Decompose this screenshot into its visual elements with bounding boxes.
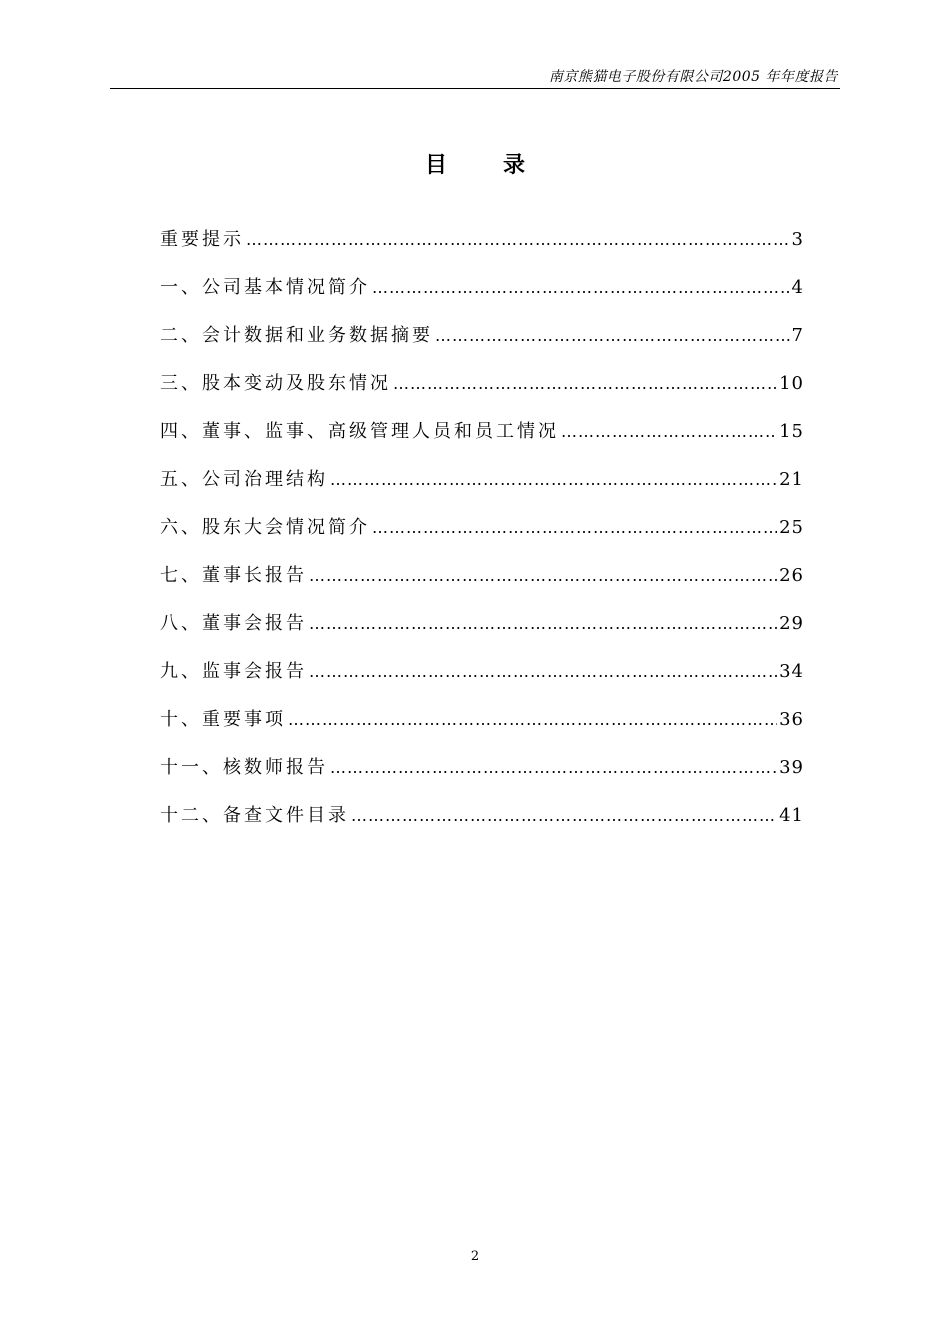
toc-entry-page: 25 bbox=[779, 517, 804, 538]
toc-entry-label: 八、董事会报告 bbox=[160, 613, 307, 634]
toc-entry-label: 六、股东大会情况简介 bbox=[160, 517, 370, 538]
toc-leader-dots bbox=[330, 758, 777, 777]
toc-entry-chairman-report[interactable] bbox=[160, 561, 804, 609]
toc-entry-page: 21 bbox=[779, 469, 804, 490]
toc-entry-directors-staff[interactable] bbox=[160, 417, 804, 465]
toc-entry-board-report[interactable] bbox=[160, 609, 804, 657]
toc-leader-dots bbox=[309, 566, 777, 585]
toc-leader-dots bbox=[309, 662, 777, 681]
toc-entry-page: 4 bbox=[791, 277, 804, 298]
toc-entry-page: 3 bbox=[791, 229, 804, 250]
toc-entry-documents-list[interactable] bbox=[160, 801, 804, 849]
toc-entry-label: 三、股本变动及股东情况 bbox=[160, 373, 391, 394]
toc-entry-page: 15 bbox=[779, 421, 804, 442]
toc-entry-label: 重要提示 bbox=[160, 229, 244, 250]
toc-leader-dots bbox=[246, 230, 790, 249]
toc-entry-label: 二、会计数据和业务数据摘要 bbox=[160, 325, 433, 346]
toc-entry-significant-events[interactable] bbox=[160, 705, 804, 753]
toc-entry-label: 四、董事、监事、高级管理人员和员工情况 bbox=[160, 421, 559, 442]
toc-entry-label: 十一、核数师报告 bbox=[160, 757, 328, 778]
toc-entry-page: 10 bbox=[779, 373, 804, 394]
toc-entry-supervisory-report[interactable] bbox=[160, 657, 804, 705]
toc-entry-label: 五、公司治理结构 bbox=[160, 469, 328, 490]
toc-entry-page: 26 bbox=[779, 565, 804, 586]
toc-entry-label: 一、公司基本情况简介 bbox=[160, 277, 370, 298]
toc-entry-page: 34 bbox=[779, 661, 804, 682]
toc-entry-label: 七、董事长报告 bbox=[160, 565, 307, 586]
toc-entry-company-profile[interactable] bbox=[160, 273, 804, 321]
toc-title bbox=[0, 148, 950, 179]
page-number: 2 bbox=[470, 1249, 480, 1264]
toc-entry-important-notice[interactable] bbox=[160, 225, 804, 273]
toc-leader-dots bbox=[561, 422, 777, 441]
toc-entry-page: 29 bbox=[779, 613, 804, 634]
toc-leader-dots bbox=[372, 518, 777, 537]
header-rule bbox=[110, 88, 840, 89]
toc-entry-auditor-report[interactable] bbox=[160, 753, 804, 801]
toc-entry-label: 九、监事会报告 bbox=[160, 661, 307, 682]
toc-entry-page: 7 bbox=[791, 325, 804, 346]
toc-leader-dots bbox=[288, 710, 777, 729]
toc-entry-share-capital[interactable] bbox=[160, 369, 804, 417]
toc-leader-dots bbox=[351, 806, 777, 825]
toc-entry-label: 十二、备查文件目录 bbox=[160, 805, 349, 826]
toc-list bbox=[160, 225, 804, 849]
toc-title-part1: 目 bbox=[424, 152, 447, 178]
toc-leader-dots bbox=[309, 614, 777, 633]
running-header: 南京熊猫电子股份有限公司2005 年年度报告 bbox=[548, 69, 838, 85]
toc-entry-shareholders-meeting[interactable] bbox=[160, 513, 804, 561]
toc-entry-page: 39 bbox=[779, 757, 804, 778]
toc-leader-dots bbox=[393, 374, 777, 393]
toc-entry-page: 36 bbox=[779, 709, 804, 730]
toc-title-part2: 录 bbox=[503, 152, 526, 178]
toc-entry-label: 十、重要事项 bbox=[160, 709, 286, 730]
toc-leader-dots bbox=[372, 278, 790, 297]
toc-entry-governance[interactable] bbox=[160, 465, 804, 513]
toc-leader-dots bbox=[435, 326, 790, 345]
toc-leader-dots bbox=[330, 470, 777, 489]
toc-entry-page: 41 bbox=[779, 805, 804, 826]
toc-entry-accounting-data[interactable] bbox=[160, 321, 804, 369]
